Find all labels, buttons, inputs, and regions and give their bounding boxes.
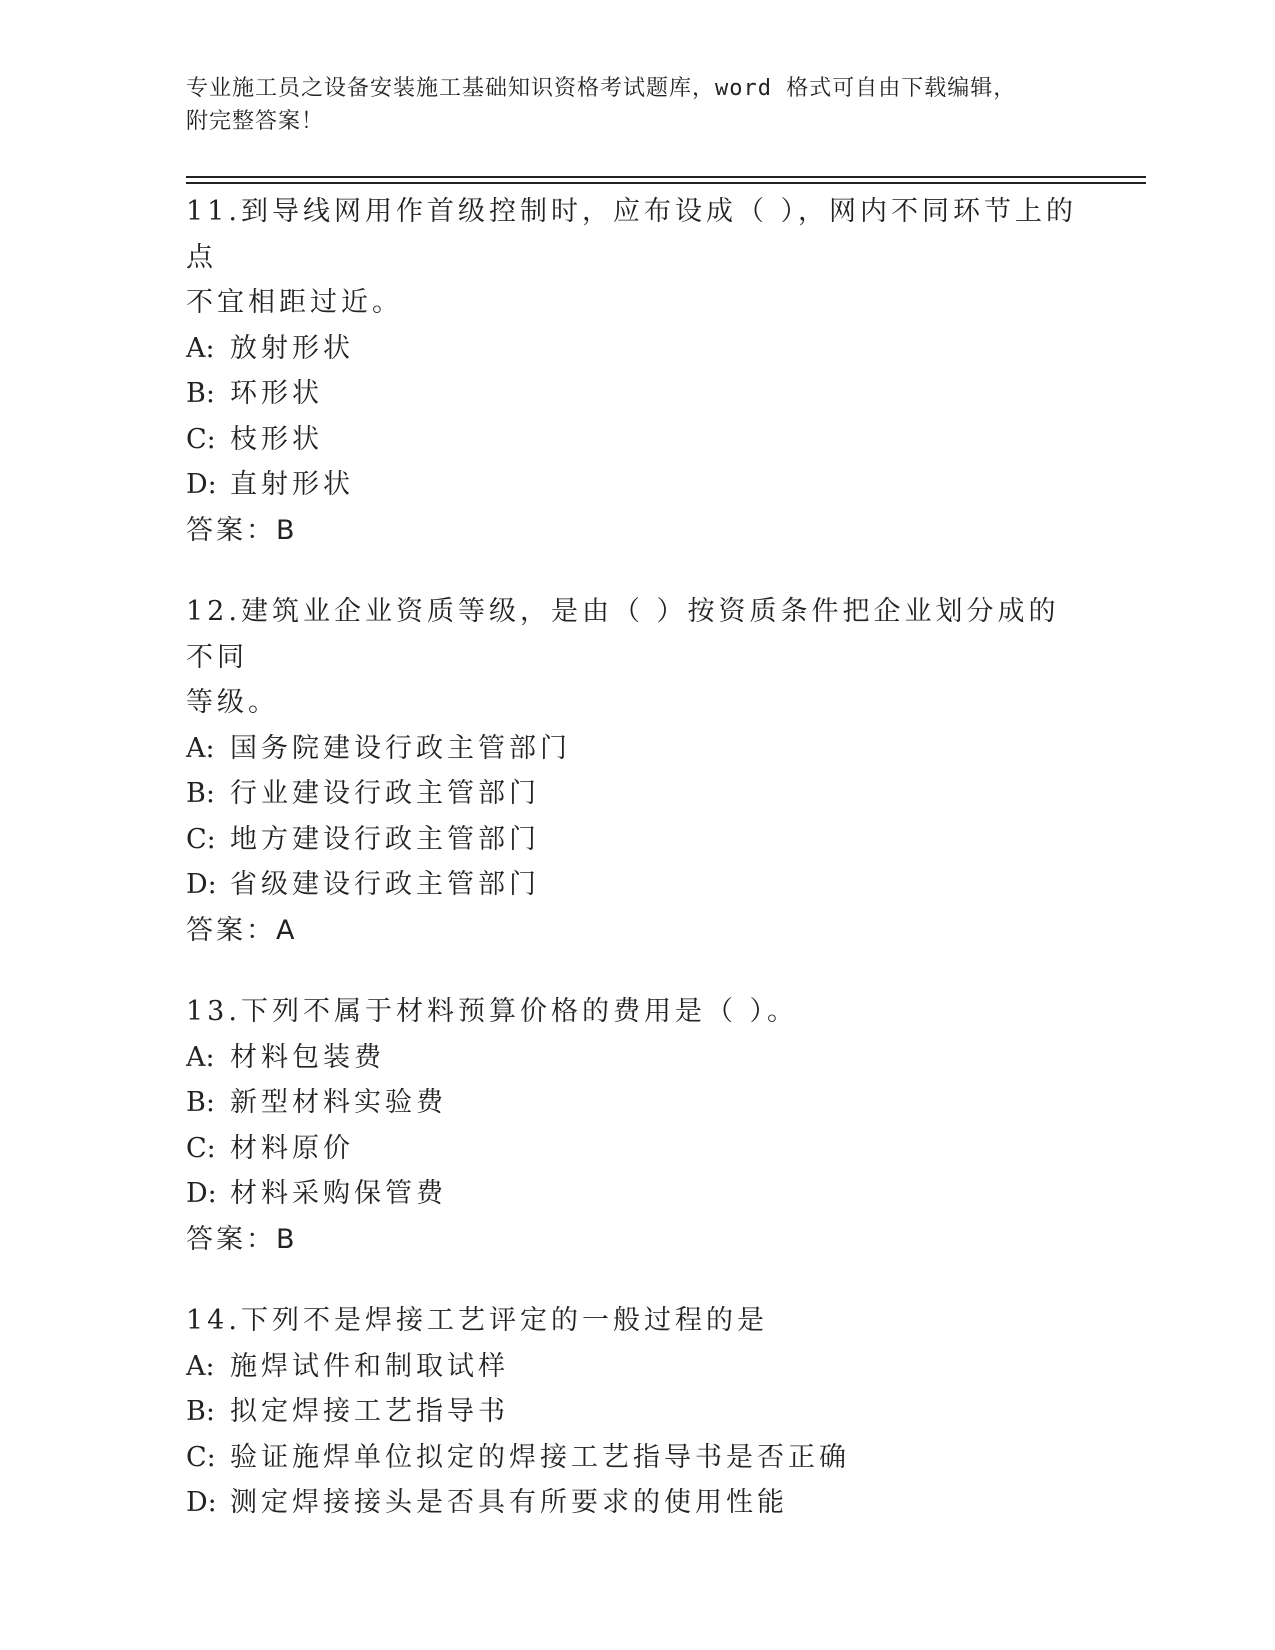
option-text: 国务院建设行政主管部门 — [230, 732, 571, 764]
option-text: 材料包装费 — [230, 1041, 385, 1073]
option-key: A: — [186, 1350, 215, 1382]
option-key: A: — [186, 332, 215, 364]
option-text: 行业建设行政主管部门 — [230, 778, 540, 809]
option-text: 放射形状 — [230, 332, 354, 364]
option-text: 施焊试件和制取试样 — [230, 1350, 509, 1382]
question-14 — [186, 1298, 1086, 1526]
option-key: C: — [186, 1441, 216, 1473]
option-d — [186, 1171, 1086, 1217]
question-13 — [186, 989, 1086, 1262]
option-text: 拟定焊接工艺指导书 — [230, 1396, 509, 1427]
option-a — [186, 1035, 1086, 1081]
question-stem-continued: 不宜相距过近。 — [186, 287, 403, 318]
header-divider-bottom — [186, 182, 1146, 184]
option-a — [186, 1344, 1086, 1390]
option-key: C: — [186, 423, 216, 455]
option-text: 省级建设行政主管部门 — [230, 869, 540, 900]
option-a — [186, 726, 1086, 772]
option-b — [186, 371, 1086, 417]
option-key: D: — [186, 469, 217, 500]
option-text: 测定焊接接头是否具有所要求的使用性能 — [230, 1487, 788, 1518]
document-header — [186, 72, 1066, 138]
option-text: 验证施焊单位拟定的焊接工艺指导书是否正确 — [230, 1441, 850, 1473]
option-key: C: — [186, 823, 216, 855]
option-c — [186, 1126, 1086, 1172]
option-key: A: — [186, 1041, 215, 1073]
option-key: B: — [186, 778, 215, 809]
option-d — [186, 1480, 1086, 1526]
header-line-1: 专业施工员之设备安装施工基础知识资格考试题库，word 格式可自由下载编辑， — [186, 76, 1017, 101]
question-list — [186, 189, 1086, 1562]
question-stem: 11.到导线网用作首级控制时，应布设成（ ），网内不同环节上的点 — [186, 196, 1078, 273]
option-text: 材料原价 — [230, 1132, 354, 1164]
option-text: 新型材料实验费 — [230, 1087, 447, 1118]
option-c — [186, 417, 1086, 463]
option-d — [186, 862, 1086, 908]
option-key: B: — [186, 378, 215, 409]
option-b — [186, 1389, 1086, 1435]
option-text: 环形状 — [230, 378, 323, 409]
option-c — [186, 1435, 1086, 1481]
question-12 — [186, 589, 1086, 953]
header-line-2: 附完整答案！ — [186, 109, 325, 134]
question-stem: 12.建筑业企业资质等级，是由（ ）按资质条件把企业划分成的不同 — [186, 596, 1060, 673]
question-11 — [186, 189, 1086, 553]
question-stem: 13.下列不属于材料预算价格的费用是（ ）。 — [186, 996, 799, 1027]
answer-line: 答案：A — [186, 914, 298, 946]
option-key: B: — [186, 1396, 215, 1427]
option-b — [186, 771, 1086, 817]
option-b — [186, 1080, 1086, 1126]
question-stem-continued: 等级。 — [186, 687, 279, 718]
option-key: D: — [186, 1178, 217, 1209]
answer-line: 答案：B — [186, 1223, 298, 1255]
option-text: 地方建设行政主管部门 — [230, 823, 540, 855]
option-key: A: — [186, 732, 215, 764]
option-key: D: — [186, 1487, 217, 1518]
option-a — [186, 326, 1086, 372]
answer-line: 答案：B — [186, 514, 298, 546]
option-key: B: — [186, 1087, 215, 1118]
option-text: 材料采购保管费 — [230, 1178, 447, 1209]
option-d — [186, 462, 1086, 508]
header-divider-top — [186, 176, 1146, 178]
option-key: C: — [186, 1132, 216, 1164]
option-text: 枝形状 — [230, 423, 323, 455]
option-text: 直射形状 — [230, 469, 354, 500]
option-c — [186, 817, 1086, 863]
question-stem: 14.下列不是焊接工艺评定的一般过程的是 — [186, 1305, 768, 1336]
option-key: D: — [186, 869, 217, 900]
